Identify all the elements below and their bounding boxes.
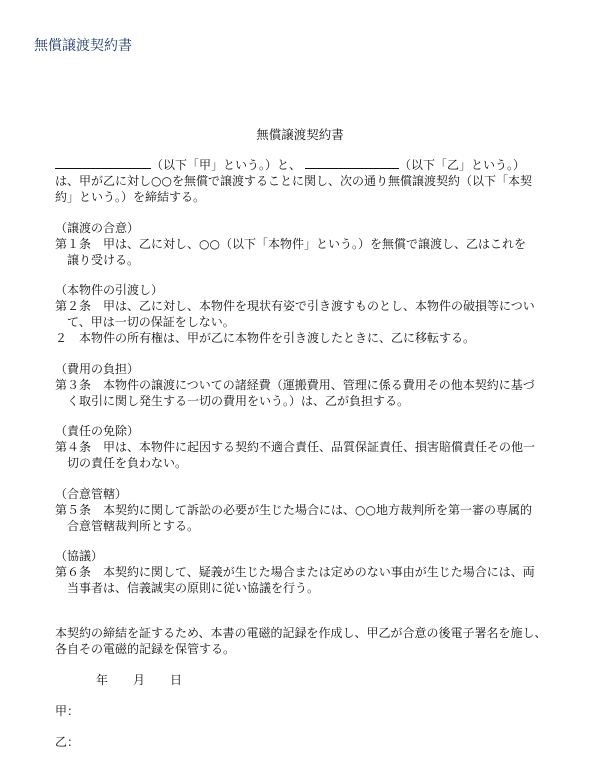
article-2-heading: （本物件の引渡し） (55, 283, 164, 297)
party-a-blank (55, 157, 151, 169)
document-title: 無償譲渡契約書 (256, 127, 344, 142)
article-4-line-1: 第４条 甲は、本物件に起因する契約不適合責任、品質保証責任、損害賠償責任その他一 (55, 440, 536, 454)
article-6-line-1: 第６条 本契約に関して、疑義が生じた場合または定めのない事由が生じた場合には、両 (55, 565, 535, 579)
article-6-heading: （協議） (55, 549, 104, 563)
article-2-line-2: て、甲は一切の保証をしない。 (67, 315, 235, 329)
article-4-heading: （責任の免除） (55, 424, 140, 438)
date-day: 日 (170, 673, 183, 687)
article-1-heading: （譲渡の合意） (55, 221, 140, 235)
signature-party-b: 乙： (55, 735, 80, 749)
intro-line-3: 約」という。）を締結する。 (55, 190, 206, 204)
signature-party-a: 甲： (55, 704, 80, 718)
intro-part-1: （以下「甲」という。）と、 (151, 158, 302, 172)
article-3-line-2: く取引に関し発生する一切の費用をいう。）は、乙が負担する。 (67, 394, 410, 408)
article-5-heading: （合意管轄） (55, 487, 128, 501)
closing-line-2: 各自その電磁的記録を保管する。 (55, 642, 236, 656)
article-3-heading: （費用の負担） (55, 362, 140, 376)
article-5-line-2: 合意管轄裁判所とする。 (67, 519, 200, 533)
article-1-line-1: 第１条 甲は、乙に対し、○○（以下「本物件」という。）を無償で譲渡し、乙はこれを (55, 237, 526, 251)
date-year: 年 (96, 673, 109, 687)
article-4-line-2: 切の責任を負わない。 (67, 456, 188, 470)
article-6-line-2: 当事者は、信義誠実の原則に従い協議を行う。 (67, 581, 320, 595)
article-3-line-1: 第３条 本物件の譲渡についての諸経費（運搬費用、管理に係る費用その他本契約に基づ (55, 378, 535, 392)
date-month: 月 (133, 673, 146, 687)
article-2-line-1: 第２条 甲は、乙に対し、本物件を現状有姿で引き渡すものとし、本物件の破損等につい (55, 299, 535, 313)
article-5-line-1: 第５条 本契約に関して訴訟の必要が生じた場合には、○○地方裁判所を第一審の専属的 (55, 503, 532, 517)
intro-part-2: （以下「乙」という。） (399, 158, 526, 172)
intro-line-2: は、甲が乙に対し○○を無償で譲渡することに関し、次の通り無償譲渡契約（以下「本契 (55, 174, 532, 188)
intro-line-1 (55, 157, 525, 173)
article-1-line-2: 譲り受ける。 (67, 253, 140, 267)
article-2-line-3: ２ 本物件の所有権は、甲が乙に本物件を引き渡したときに、乙に移転する。 (55, 331, 476, 345)
party-b-blank (305, 157, 399, 169)
page-header-title: 無償譲渡契約書 (34, 38, 132, 54)
closing-line-1: 本契約の締結を証するため、本書の電磁的記録を作成し、甲乙が合意の後電子署名を施し、 (55, 626, 547, 640)
